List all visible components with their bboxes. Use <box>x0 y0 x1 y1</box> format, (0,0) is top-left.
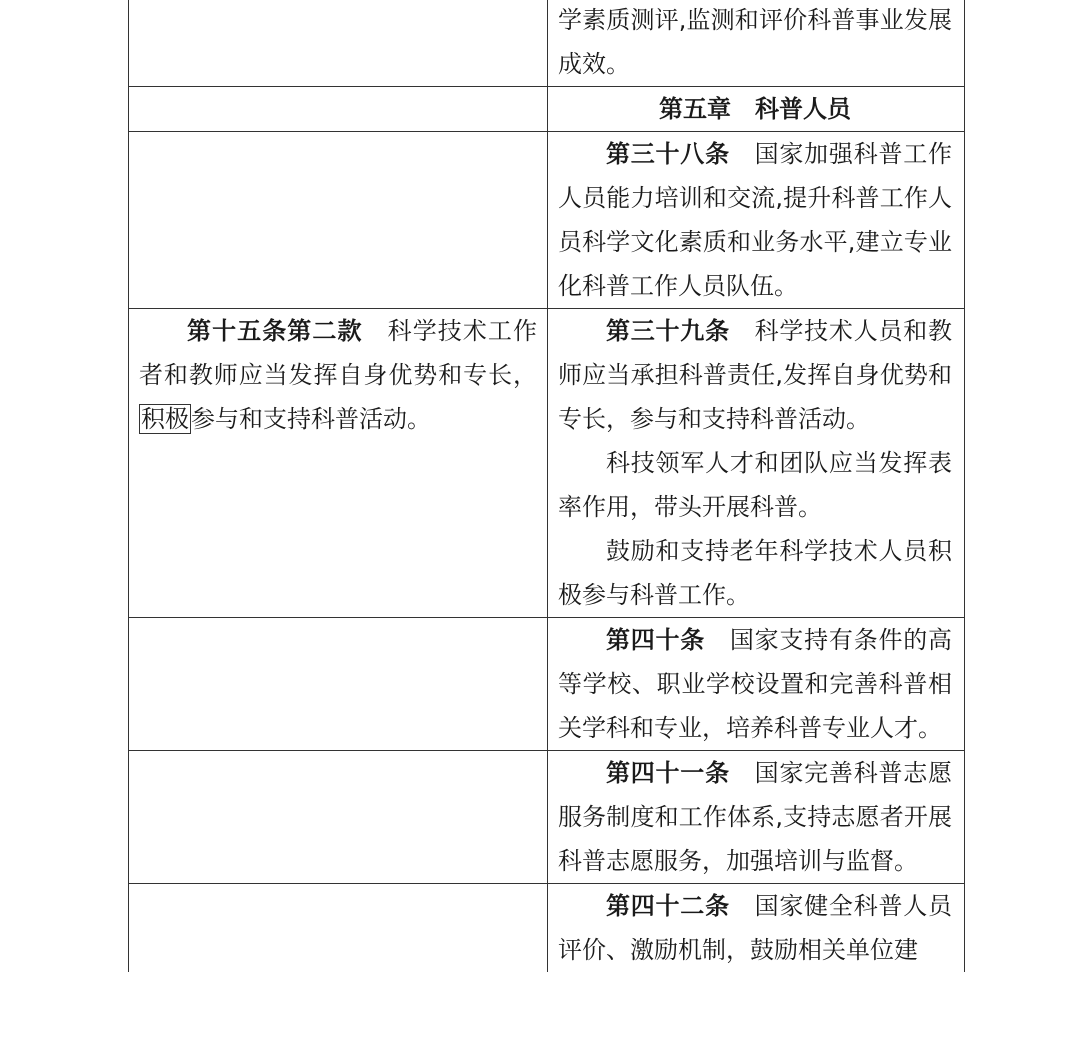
article-paragraph <box>558 132 952 308</box>
article-text: 科学技术工作者和教师应当发挥自身优势和专长， <box>139 317 538 389</box>
right-cell-new-law <box>548 618 962 750</box>
left-cell-old-law <box>129 87 548 131</box>
right-cell-new-law <box>548 884 962 972</box>
article-paragraph: 科技领军人才和团队应当发挥表率作用，带头开展科普。 <box>558 449 952 521</box>
table-row <box>129 131 964 308</box>
article-paragraph <box>558 751 952 883</box>
article-text: 国家加强科普工作人员能力培训和交流,提升科普工作人员科学文化素质和业务水平,建立专业化科普工作人员队伍。 <box>558 140 953 300</box>
left-cell-old-law <box>129 618 548 750</box>
article-text: 科学技术人员和教师应当承担科普责任,发挥自身优势和专长，参与和支持科普活动。 <box>558 317 953 433</box>
article-number: 第十五条第二款 <box>187 317 363 345</box>
deleted-text-box: 积极 <box>141 405 189 433</box>
article-number: 第三十九条 <box>606 317 730 345</box>
right-cell-new-law <box>548 0 962 86</box>
article-paragraph <box>558 618 952 750</box>
left-cell-old-law <box>129 132 548 308</box>
article-paragraph: 鼓励和支持老年科学技术人员积极参与科普工作。 <box>558 537 952 609</box>
article-text: 国家支持有条件的高等学校、职业学校设置和完善科普相关学科和专业，培养科普专业人才。 <box>558 626 953 742</box>
article-paragraph <box>558 309 952 441</box>
right-cell-new-law <box>548 132 962 308</box>
article-number: 第四十二条 <box>606 892 730 920</box>
article-paragraph <box>139 309 537 441</box>
article-text: 国家完善科普志愿服务制度和工作体系,支持志愿者开展科普志愿服务，加强培训与监督。 <box>558 759 953 875</box>
table-row <box>129 617 964 750</box>
right-cell-new-law <box>548 751 962 883</box>
left-cell-old-law <box>129 751 548 883</box>
table-row <box>129 308 964 617</box>
article-text: 国家健全科普人员评价、激励机制，鼓励相关单位建 <box>558 892 953 964</box>
right-cell-new-law <box>548 309 962 617</box>
table-row <box>129 750 964 883</box>
left-cell-old-law <box>129 884 548 972</box>
table-row <box>129 883 964 972</box>
comparison-table <box>128 0 965 972</box>
left-cell-old-law <box>129 309 548 617</box>
chapter-heading: 第五章 科普人员 <box>659 94 851 123</box>
article-paragraph: 学素质测评,监测和评价科普事业发展成效。 <box>558 6 952 78</box>
article-number: 第四十条 <box>606 626 706 654</box>
table-row <box>129 0 964 86</box>
article-text: 参与和支持科普活动。 <box>191 405 431 433</box>
left-cell-old-law <box>129 0 548 86</box>
table-row <box>129 86 964 131</box>
article-number: 第三十八条 <box>606 140 730 168</box>
article-number: 第四十一条 <box>606 759 730 787</box>
article-paragraph <box>558 884 952 972</box>
